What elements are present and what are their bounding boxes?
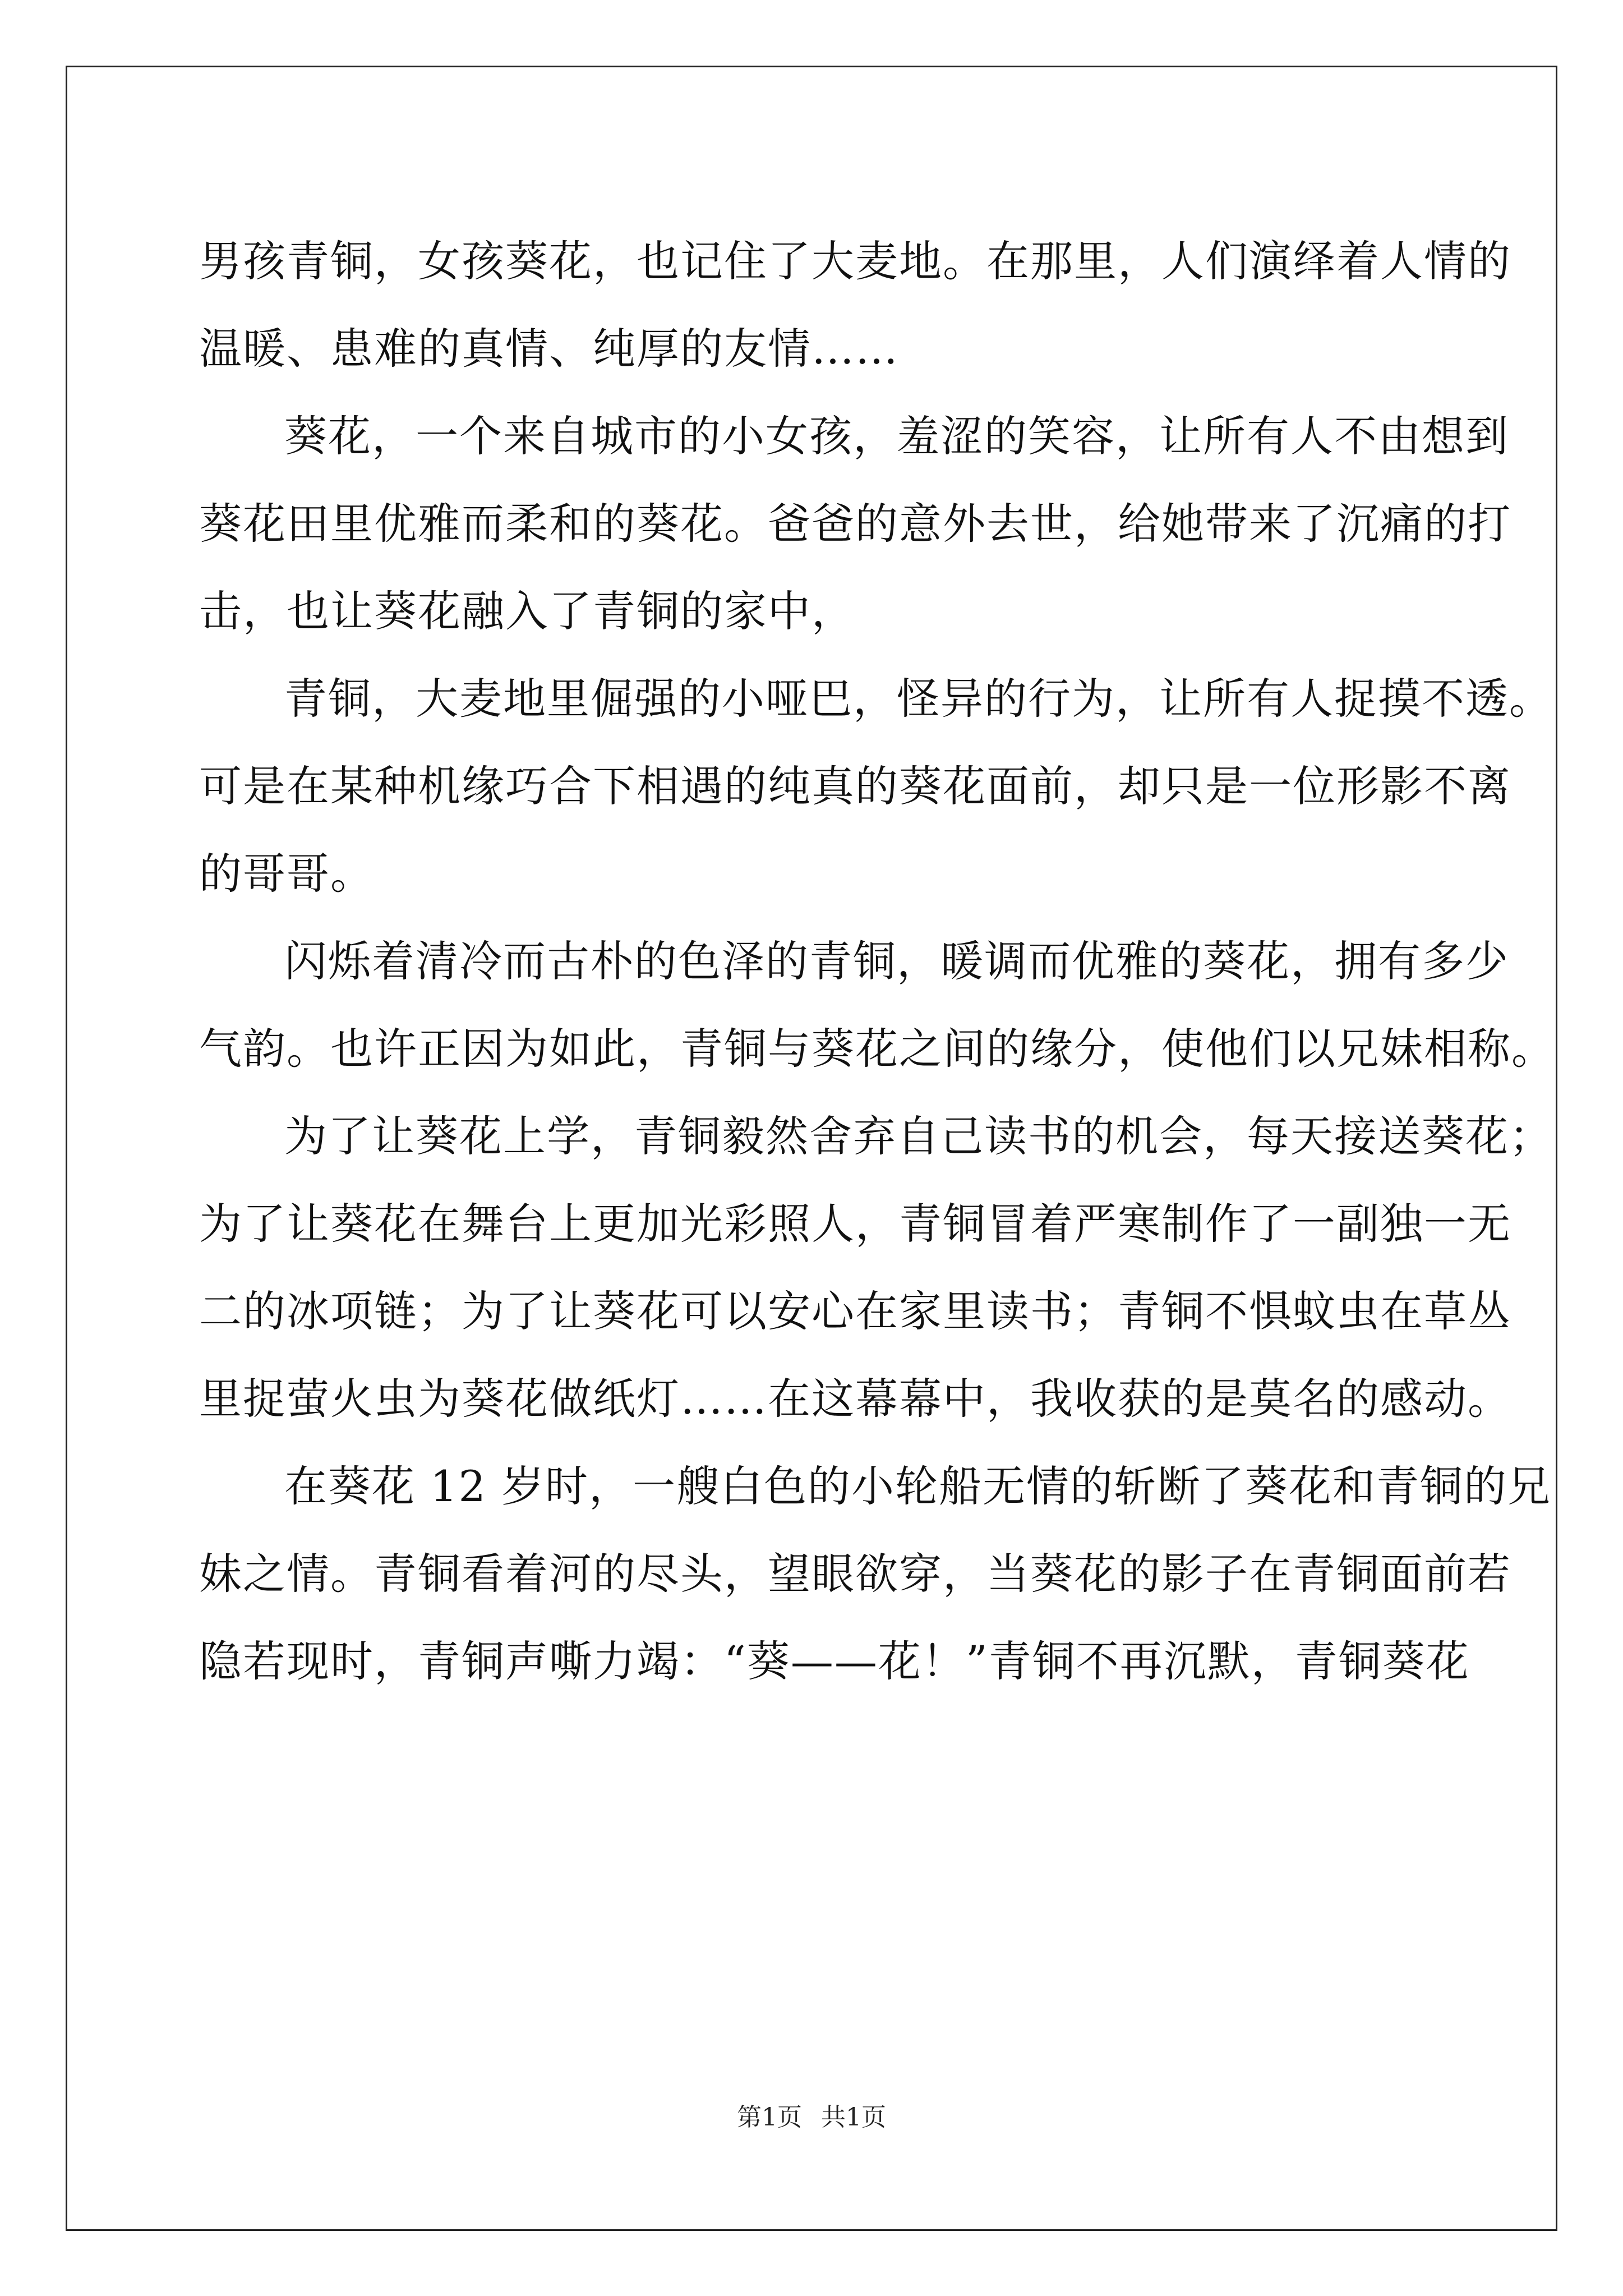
paragraph-2 bbox=[199, 393, 1511, 655]
text-line: 里捉萤火虫为葵花做纸灯……在这幕幕中，我收获的是莫名的感动。 bbox=[199, 1374, 1511, 1424]
text-line: 葵花，一个来自城市的小女孩，羞涩的笑容，让所有人不由想到 bbox=[284, 411, 1509, 461]
paragraph-6 bbox=[199, 1443, 1552, 1705]
paragraph-5 bbox=[199, 1093, 1553, 1443]
text-line: 击，也让葵花融入了青铜的家中， bbox=[199, 586, 855, 636]
text-line: 可是在某种机缘巧合下相遇的纯真的葵花面前，却只是一位形影不离 bbox=[199, 761, 1511, 811]
text-line: 隐若现时，青铜声嘶力竭：“葵——花！”青铜不再沉默，青铜葵花 bbox=[199, 1636, 1470, 1686]
text-line: 妹之情。青铜看着河的尽头，望眼欲穿，当葵花的影子在青铜面前若 bbox=[199, 1549, 1511, 1599]
paragraph-3 bbox=[199, 655, 1553, 918]
page-footer bbox=[0, 2101, 1623, 2134]
text-line: 为了让葵花上学，青铜毅然舍弃自己读书的机会，每天接送葵花； bbox=[284, 1111, 1553, 1161]
text-line: 气韵。也许正因为如此，青铜与葵花之间的缘分，使他们以兄妹相称。 bbox=[199, 1024, 1555, 1074]
text-line: 葵花田里优雅而柔和的葵花。爸爸的意外去世，给她带来了沉痛的打 bbox=[199, 499, 1511, 549]
page-total: 共1页 bbox=[821, 2103, 886, 2132]
text-line: 二的冰项链；为了让葵花可以安心在家里读书；青铜不惧蚊虫在草丛 bbox=[199, 1286, 1511, 1336]
paragraph-4 bbox=[199, 918, 1555, 1093]
document-body bbox=[199, 218, 1555, 1705]
text-line: 为了让葵花在舞台上更加光彩照人，青铜冒着严寒制作了一副独一无 bbox=[199, 1199, 1511, 1249]
paragraph-1 bbox=[199, 218, 1511, 393]
text-line: 男孩青铜，女孩葵花，也记住了大麦地。在那里，人们演绎着人情的 bbox=[199, 236, 1511, 286]
text-line: 温暖、患难的真情、纯厚的友情…… bbox=[199, 324, 899, 374]
text-line: 青铜，大麦地里倔强的小哑巴，怪异的行为，让所有人捉摸不透。 bbox=[284, 674, 1553, 724]
page-number: 第1页 bbox=[737, 2103, 802, 2132]
text-line: 闪烁着清冷而古朴的色泽的青铜，暖调而优雅的葵花，拥有多少 bbox=[284, 936, 1509, 986]
text-line: 在葵花 12 岁时，一艘白色的小轮船无情的斩断了葵花和青铜的兄 bbox=[284, 1461, 1552, 1511]
text-line: 的哥哥。 bbox=[199, 849, 374, 899]
